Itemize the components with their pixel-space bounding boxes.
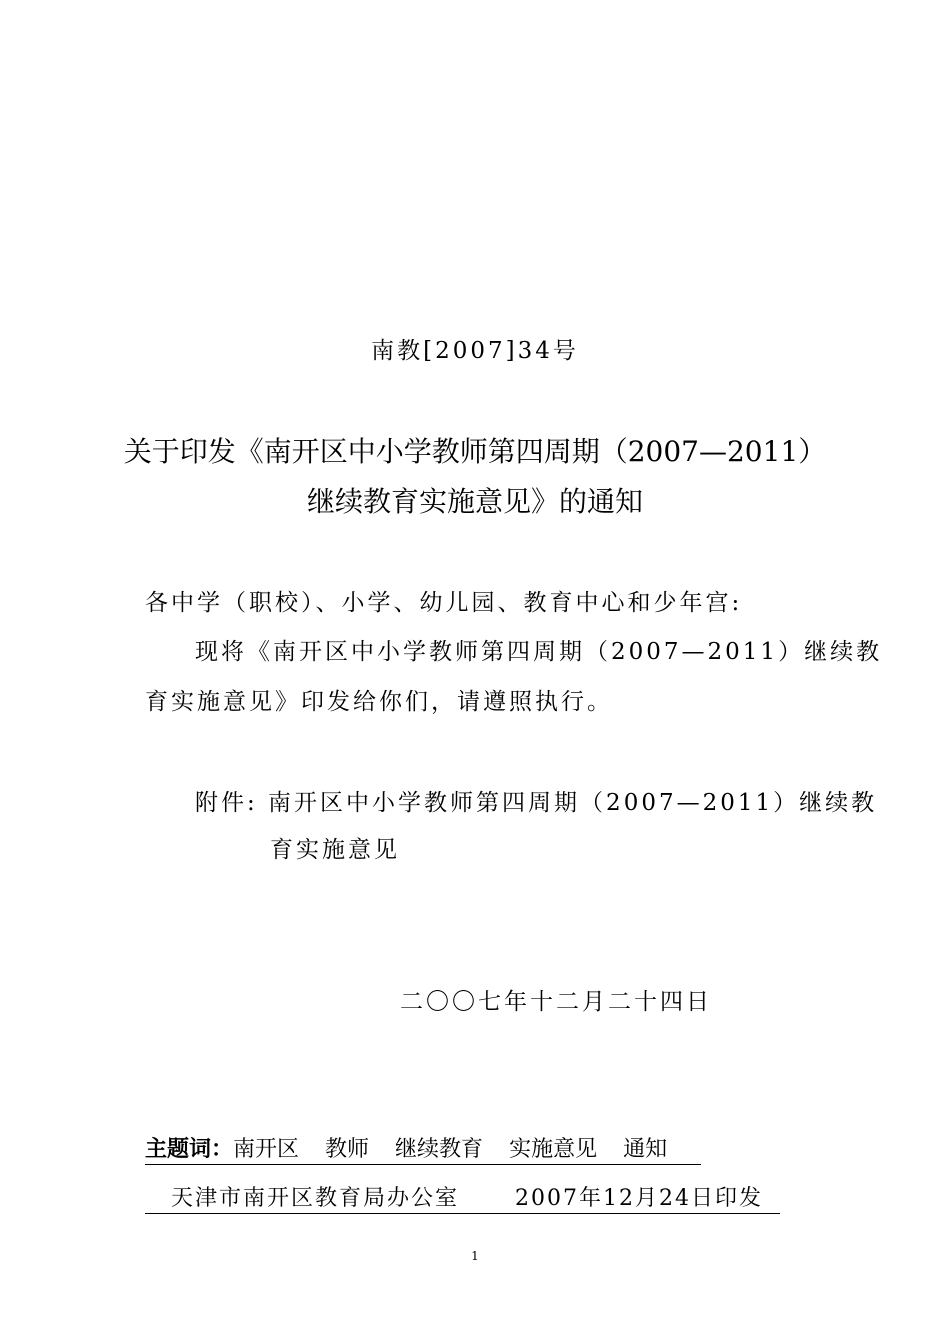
salutation: 各中学（职校）、小学、幼儿园、教育中心和少年宫: bbox=[145, 590, 743, 616]
keyword-item: 南开区 bbox=[233, 1137, 300, 1162]
issuer-row bbox=[145, 1181, 780, 1214]
keyword-item: 实施意见 bbox=[509, 1137, 598, 1162]
body-paragraph-line-1: 现将《南开区中小学教师第四周期（2007—2011）继续教 bbox=[195, 639, 883, 665]
document-number: 南教[2007]34号 bbox=[371, 338, 579, 364]
keywords-label: 主题词： bbox=[145, 1137, 234, 1162]
attachment-line-1: 附件: 南开区中小学教师第四周期（2007—2011）继续教 bbox=[195, 790, 878, 816]
page-number: 1 bbox=[471, 1249, 479, 1263]
keyword-item: 继续教育 bbox=[395, 1137, 484, 1162]
attachment-line-2: 育实施意见 bbox=[270, 837, 400, 863]
document-title-line-1: 关于印发《南开区中小学教师第四周期（2007—2011） bbox=[123, 435, 827, 468]
signature-date: 二〇〇七年十二月二十四日 bbox=[400, 989, 712, 1015]
body-paragraph-line-2: 育实施意见》印发给你们，请遵照执行。 bbox=[145, 689, 613, 715]
issue-date: 2007年12月24日印发 bbox=[515, 1186, 763, 1211]
issuer-name: 天津市南开区教育局办公室 bbox=[171, 1186, 460, 1211]
keyword-item: 教师 bbox=[325, 1137, 370, 1162]
document-title-line-2: 继续教育实施意见》的通知 bbox=[306, 485, 643, 518]
keyword-item: 通知 bbox=[623, 1137, 668, 1162]
keywords-row bbox=[145, 1132, 701, 1165]
